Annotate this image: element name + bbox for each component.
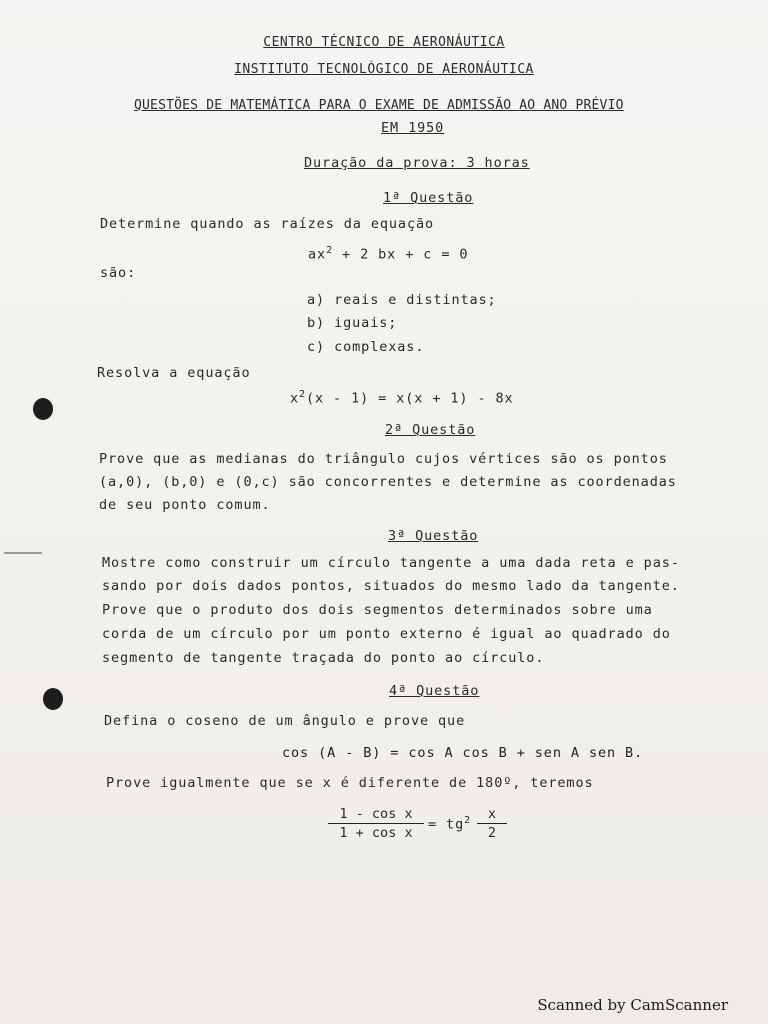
scan-mark <box>4 552 42 554</box>
q3-line5: segmento de tangente traçada do ponto ao círculo. <box>102 650 545 666</box>
q1-equation: $ax^2 + 2$ bx + c = 0 <box>308 245 469 263</box>
q1-equation2: $x^2(x - 1) = x(x + 1) - 8x$ <box>290 389 514 407</box>
scanner-watermark: Scanned by CamScanner <box>537 996 728 1014</box>
q3-line2: sando por dois dados pontos, situados do mesmo lado da tangente. <box>102 578 680 594</box>
q2-line3: de seu ponto comum. <box>99 497 271 513</box>
q4-line2: Prove igualmente que se x é diferente de 180º, teremos <box>106 775 594 791</box>
q1-intro: Determine quando as raízes da equação <box>100 216 435 232</box>
q2-line1: Prove que as medianas do triângulo cujos vértices são os pontos <box>99 451 668 467</box>
q4-equals-tg: = $tg^2$ <box>428 815 472 833</box>
header-line1: CENTRO TÉCNICO DE AERONÁUTICA <box>263 35 505 50</box>
q1-resolva: Resolva a equação <box>97 365 251 381</box>
fraction-numerator: 1 - cos x <box>328 806 424 824</box>
header-line3: QUESTÕES DE MATEMÁTICA PARA O EXAME DE ADMISSÃO AO ANO PRÉVIO <box>134 98 624 113</box>
duration: Duração da prova: 3 horas <box>304 155 530 171</box>
punch-hole-top <box>33 398 53 420</box>
q1-option-a: a) reais e distintas; <box>307 292 497 308</box>
q2-title: 2ª Questão <box>385 422 476 438</box>
header-line2: INSTITUTO TECNOLÓGICO DE AERONÁUTICA <box>234 62 534 77</box>
fraction-denominator: 1 + cos x <box>339 825 413 841</box>
q4-title: 4ª Questão <box>389 683 480 699</box>
q4-fraction-half <box>477 806 507 841</box>
q4-line1: Defina o coseno de um ângulo e prove que <box>104 713 466 729</box>
header-line4: EM 1950 <box>381 120 445 136</box>
q3-title: 3ª Questão <box>388 528 479 544</box>
fraction2-numerator: x <box>477 806 507 824</box>
q1-option-c: c) complexas. <box>307 339 425 355</box>
q3-line1: Mostre como construir um círculo tangente a uma dada reta e pas- <box>102 555 680 571</box>
q1-title: 1ª Questão <box>383 190 474 206</box>
q2-line2: (a,0), (b,0) e (0,c) são concorrentes e determine as coordenadas <box>99 474 677 490</box>
punch-hole-bottom <box>43 688 63 710</box>
q1-option-b: b) iguais; <box>307 315 398 331</box>
q4-equation: cos (A - B) = cos A cos B + sen A sen B. <box>282 745 644 761</box>
q1-sao: são: <box>100 265 137 281</box>
fraction2-denominator: 2 <box>487 825 497 841</box>
q3-line3: Prove que o produto dos dois segmentos determinados sobre uma <box>102 602 653 618</box>
q4-fraction <box>328 806 424 841</box>
q3-line4: corda de um círculo por um ponto externo é igual ao quadrado do <box>102 626 671 642</box>
